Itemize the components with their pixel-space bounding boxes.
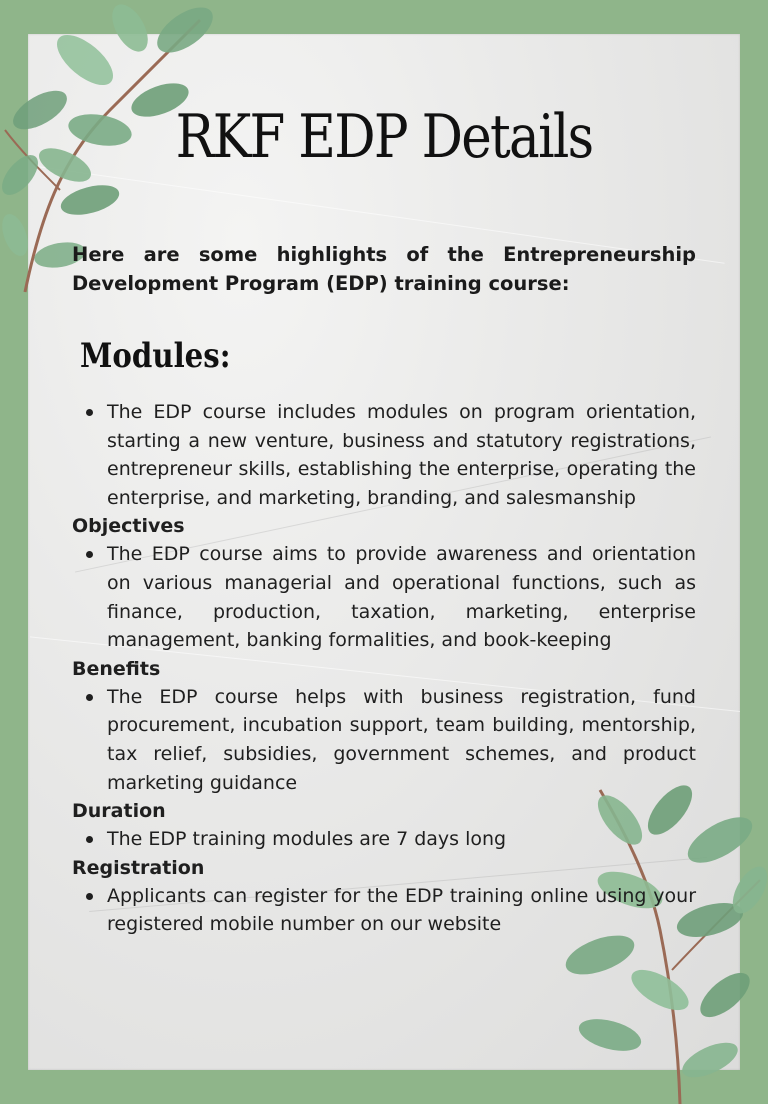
bullet-text: The EDP course includes modules on program orientation, starting a new venture, business and statutory registrations, entrepreneur skills, establishing the enterprise, operating the enterprise, and marketing, branding, and salesmanship: [107, 401, 696, 509]
list-item: [72, 540, 696, 654]
content-sections: [72, 398, 696, 939]
intro-text: Here are some highlights of the Entrepreneurship Development Program (EDP) training course:: [72, 243, 696, 295]
section-duration: [72, 797, 696, 854]
bullet-dot: [86, 551, 93, 558]
list-item: [72, 882, 696, 939]
section-heading: Objectives: [72, 515, 185, 538]
bullet-text: Applicants can register for the EDP training online using your registered mobile number on our website: [107, 884, 696, 936]
bullet-dot: [86, 694, 93, 701]
bullet-dot: [86, 409, 93, 416]
bullet-text: The EDP course helps with business registration, fund procurement, incubation support, team building, mentorship, tax relief, subsidies, government schemes, and product marketing guidance: [107, 685, 696, 794]
page-title: RKF EDP Details: [175, 102, 593, 172]
list-item: [72, 683, 696, 797]
list-item: [72, 398, 696, 512]
section-benefits: [72, 655, 696, 797]
bullet-dot: [86, 836, 93, 843]
modules-heading: Modules:: [80, 336, 231, 376]
section-objectives: [72, 512, 696, 654]
section-heading: Registration: [72, 856, 205, 879]
section-heading: Duration: [72, 800, 166, 823]
bullet-text: The EDP training modules are 7 days long: [107, 828, 507, 851]
section-registration: [72, 854, 696, 939]
bullet-dot: [86, 893, 93, 900]
section-modules: [72, 398, 696, 512]
list-item: [72, 825, 696, 854]
bullet-text: The EDP course aims to provide awareness and orientation on various managerial and operational functions, such as finance, production, taxation, marketing, enterprise management, banking formalities, and book-keeping: [107, 543, 696, 652]
section-heading: Benefits: [72, 657, 161, 680]
